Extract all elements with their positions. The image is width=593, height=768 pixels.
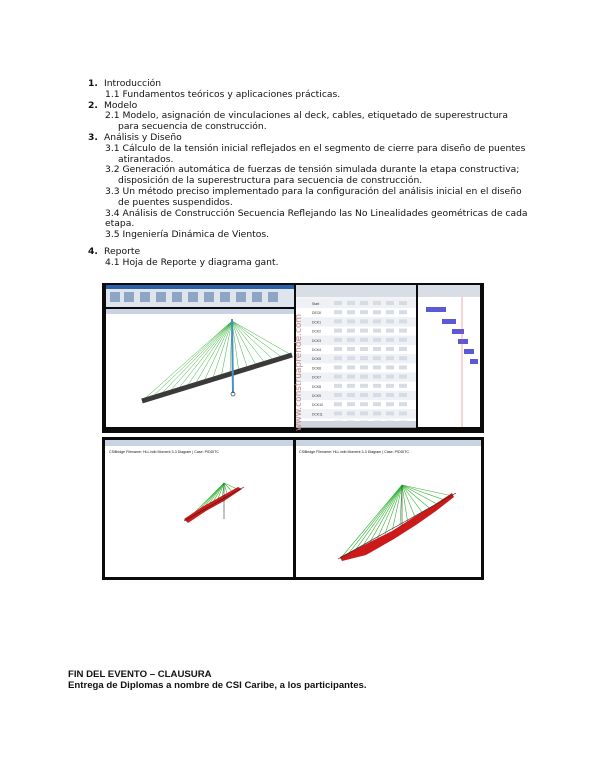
table-cell: DCK3 (312, 338, 322, 343)
table-cell: DCK2 (312, 329, 322, 334)
table-cell: DCK4 (312, 348, 322, 352)
section-title: Modelo (104, 99, 138, 111)
moment-diagram-view (102, 437, 484, 580)
table-cell: DCK6 (312, 366, 322, 371)
left-diagram-caption: CSiBridge Filename: HLL.bdb Moment 3-3 Diagram | Case: PIDDITC (109, 450, 219, 454)
closing-title: FIN DEL EVENTO – CLAUSURA (68, 669, 212, 680)
watermark: www.construaprende.com (294, 313, 304, 431)
section-number: 3. (88, 131, 98, 143)
software-screenshot-bottom (102, 437, 484, 580)
subsection-item: 3.4 Análisis de Construcción Secuencia Reflejando las No Linealidades geométricas de cada etapa. (105, 207, 528, 230)
bridge-model-view (102, 283, 484, 433)
subsection-item: 4.1 Hoja de Reporte y diagrama gant. (105, 256, 279, 268)
section-title: Reporte (104, 245, 141, 257)
subsection-item: 2.1 Modelo, asignación de vinculaciones al deck, cables, etiquetado de superestructura (105, 110, 508, 122)
software-screenshot-top (102, 283, 484, 433)
subsection-continuation: para secuencia de construcción. (118, 121, 267, 133)
subsection-continuation: disposición de la superestructura para secuencia de construcción. (118, 175, 423, 187)
closing-section (68, 669, 367, 691)
subsection-continuation: atirantados. (118, 153, 174, 165)
subsection-item: 3.3 Un método preciso implementado para la configuración del análisis inicial en el diseño (105, 185, 522, 197)
subsection-item: 1.1 Fundamentos teóricos y aplicaciones prácticas. (105, 88, 341, 100)
subsection-item: 3.1 Cálculo de la tensión inicial reflejados en el segmento de cierre para diseño de puentes (105, 142, 526, 154)
section-title: Introducción (104, 78, 162, 89)
table-cell: DCK1 (312, 320, 322, 325)
section-number: 1. (88, 78, 98, 89)
table-cell: DCK8 (312, 384, 322, 389)
table-cell: Start (312, 302, 320, 306)
table-cell: DCK5 (312, 357, 322, 362)
table-cell: DCK9 (312, 394, 322, 398)
subsection-item: 3.5 Ingeniería Dinámica de Vientos. (105, 229, 270, 241)
table-cell: DCK7 (312, 375, 322, 380)
section-number: 2. (88, 99, 98, 111)
right-diagram-caption: CSiBridge Filename: HLL.bdb Moment 3-3 Diagram | Case: PIDDITC (299, 450, 409, 454)
table-cell: DCK11 (312, 412, 323, 417)
table-cell: DECK (312, 311, 322, 316)
subsection-continuation: de puentes suspendidos. (118, 196, 233, 208)
course-outline (88, 79, 548, 269)
section-number: 4. (88, 245, 98, 257)
table-cell: DCK10 (312, 403, 323, 408)
subsection-item: 3.2 Generación automática de fuerzas de tensión simulada durante la etapa constructiva; (105, 164, 520, 176)
section-title: Análisis y Diseño (104, 131, 182, 143)
closing-note: Entrega de Diplomas a nombre de CSI Caribe, a los participantes. (68, 680, 367, 691)
